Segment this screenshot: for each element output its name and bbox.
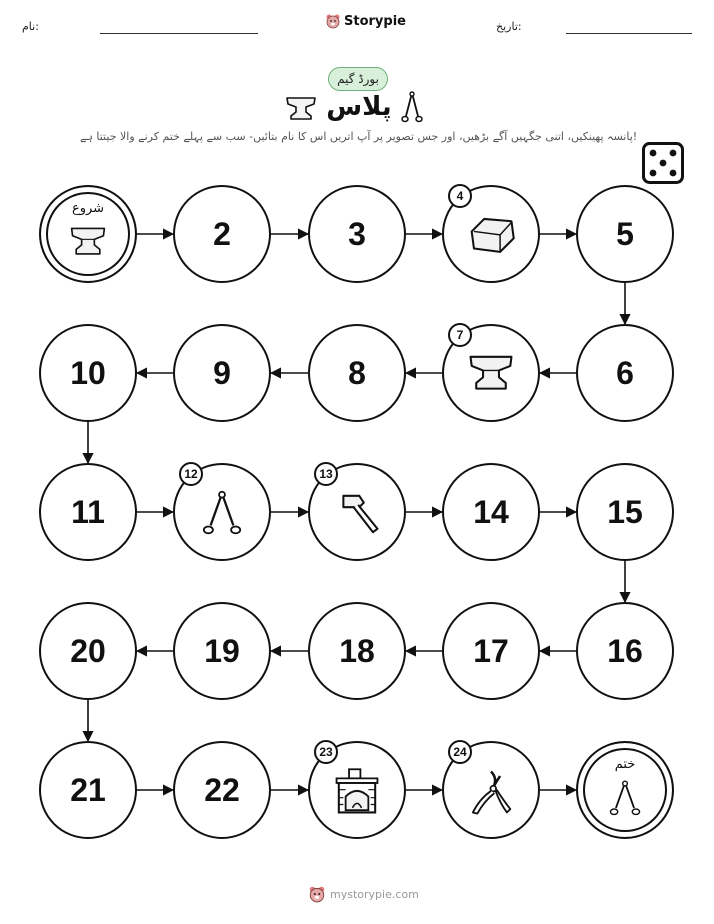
board-space-18[interactable]: [308, 602, 406, 700]
tongs-icon: [197, 489, 247, 539]
space-number-badge: 23: [314, 740, 338, 764]
footer: [308, 885, 419, 903]
space-number: 15: [607, 493, 643, 530]
space-number: 14: [473, 493, 509, 530]
space-number: 8: [348, 354, 366, 391]
space-number: 16: [607, 632, 643, 669]
space-number: 22: [204, 771, 240, 808]
board-space-14[interactable]: [442, 463, 540, 561]
board-space-8[interactable]: [308, 324, 406, 422]
instructions: پانسہ پھینکیں، اتنی جگہیں آگے بڑھیں، اور جس تصویر پر آپ اتریں اس کا نام بتائیں- سب سے پہلے ختم کرنے والا جیتتا ہے!: [80, 130, 638, 143]
space-number: 17: [473, 632, 509, 669]
brand-name: Storypie: [344, 13, 406, 29]
board-space-22[interactable]: [173, 741, 271, 839]
space-number-badge: 24: [448, 740, 472, 764]
space-number-badge: 13: [314, 462, 338, 486]
space-number: 10: [70, 354, 106, 391]
footer-site: mystorypie.com: [330, 887, 419, 901]
board-space-21[interactable]: [39, 741, 137, 839]
bear-logo-icon: [308, 885, 326, 903]
name-label: نام:: [22, 20, 39, 33]
space-number: 6: [616, 354, 634, 391]
game-title: پلاس: [326, 92, 392, 122]
anvil-icon: [466, 350, 516, 400]
finish-label: ختم: [614, 757, 636, 772]
board-space-15[interactable]: [576, 463, 674, 561]
tongs-icon: [605, 779, 645, 819]
board-space-10[interactable]: [39, 324, 137, 422]
space-number: 20: [70, 632, 106, 669]
board-space-9[interactable]: [173, 324, 271, 422]
space-number: 3: [348, 215, 366, 252]
board-space-6[interactable]: [576, 324, 674, 422]
board-space-11[interactable]: [39, 463, 137, 561]
pliers-icon: [466, 767, 516, 817]
space-number: 11: [71, 493, 105, 530]
board-space-2[interactable]: [173, 185, 271, 283]
date-label: تاریخ:: [496, 20, 522, 33]
furnace-icon: [332, 767, 382, 817]
start-space[interactable]: [39, 185, 137, 283]
board-game-badge: بورڈ گیم: [328, 67, 388, 91]
space-number: 18: [339, 632, 375, 669]
board-space-20[interactable]: [39, 602, 137, 700]
board-space-16[interactable]: [576, 602, 674, 700]
hammer-icon: [332, 489, 382, 539]
start-label: شروع: [71, 201, 105, 216]
anvil-icon: [68, 223, 108, 263]
finish-space[interactable]: [576, 741, 674, 839]
board-space-5[interactable]: [576, 185, 674, 283]
space-number-badge: 4: [448, 184, 472, 208]
space-number-badge: 12: [179, 462, 203, 486]
metal-block-icon: [466, 211, 516, 261]
board-space-19[interactable]: [173, 602, 271, 700]
space-number: 19: [204, 632, 240, 669]
space-number-badge: 7: [448, 323, 472, 347]
board-space-17[interactable]: [442, 602, 540, 700]
space-number: 2: [213, 215, 231, 252]
board-space-3[interactable]: [308, 185, 406, 283]
space-number: 9: [213, 354, 231, 391]
space-number: 5: [616, 215, 634, 252]
space-number: 21: [70, 771, 106, 808]
